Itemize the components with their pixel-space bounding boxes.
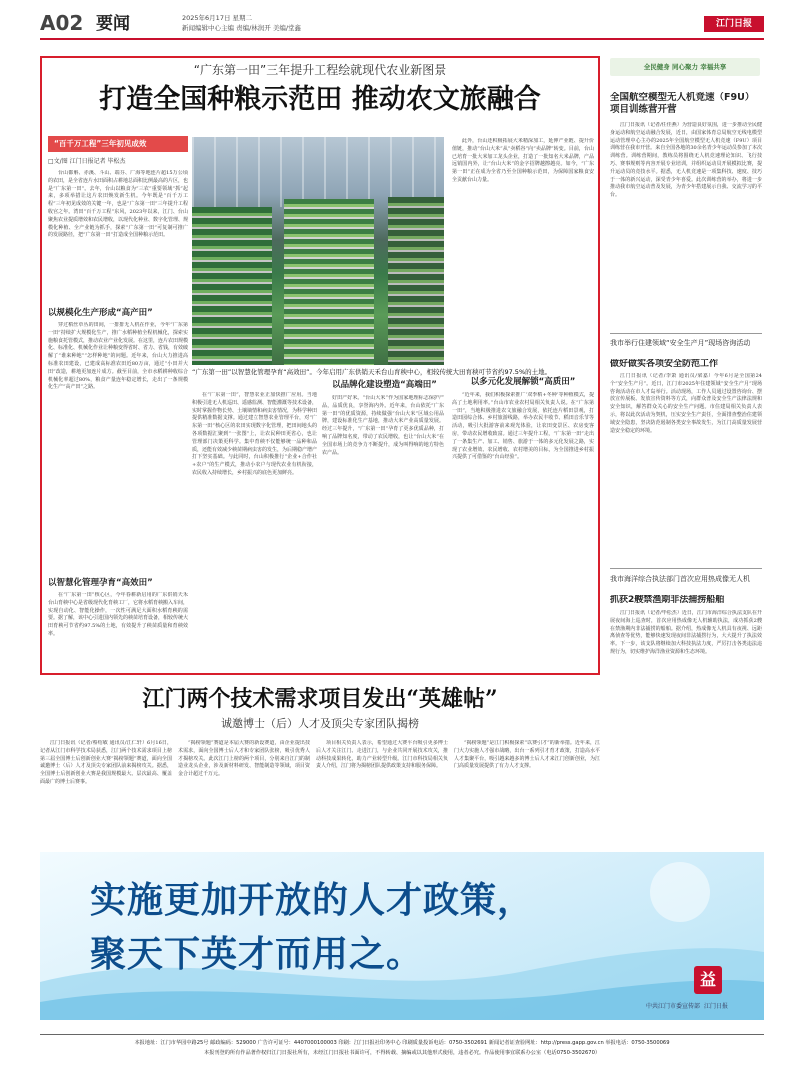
banner-seal: 益 bbox=[694, 966, 722, 994]
fitness-tag: 全民健身 同心聚力 幸福共享 bbox=[610, 58, 760, 76]
story2-col2: “揭榜领题”赛道是本届大赛的新设赛道，由企业提出技术需求，面向全国博士后人才和专家团队张榜，吸引优秀人才揭榜攻关。此次江门上榜的两个项目，分别来自江门的制造业龙头企业，涉及新材料研发、智能制造等领域，项目资金合计超过千万元。 bbox=[178, 740, 310, 778]
photo-caption: “广东第一田”以智慧化管理孕育“高效田”。今年启用广东供销天禾台山育秧中心，相较传统大田育秧可节省约97.5%的土地。 bbox=[192, 368, 552, 376]
section-name: 要闻 bbox=[96, 14, 130, 34]
footer-copyright: 本报刊登的所有作品著作权归江门日报社所有，未经江门日报社书面许可，不得转载、摘编或以其他形式使用，违者必究。作品使用事宜联系办公室（电话0750-3502670） bbox=[203, 1050, 601, 1056]
feature-col1-c: 在“广东第一田”核心区，今年春耕新启用的广东供销天禾台山育秧中心是省级现代化育秧工厂，它将水稻育秧搬入车间，实现自动化、智能化操作，一次性可满足大面积水稻育秧的需要。据了解，该中心引进国内领先的秧苗培育设备，相较传统大田育秧可节省约97.5%的土地，有效提升了秧苗质量和育秧效率。 bbox=[48, 592, 188, 637]
photo-rack-right bbox=[388, 197, 444, 365]
feature-col4-b: “近年来，我们积极探索推广‘双季稻+冬种’等种植模式，提高了土地利用率。”台山市农业农村局相关负责人说。在“广东第一田”，当地积极推进农文旅融合发展，依托连片稻田景观，打造田园综合体、乡村旅游线路，举办农民丰收节、稻田音乐节等活动，吸引大批游客前来观光体验，让农田变景区、农房变客房，带动农民增收致富。通过三年提升工程，“广东第一田”走出了一条集生产、加工、销售、旅游于一体的多元化发展之路，实现了农业增效、农民增收、农村增美的目标，为全国推进乡村振兴提供了可借鉴的“台山经验”。 bbox=[452, 392, 594, 461]
right-headline-3: 抓获2艘禁渔期非法捕捞船舶 bbox=[610, 595, 725, 605]
feature-byline: □文/图 江门日报记者 毕松杰 bbox=[48, 158, 126, 165]
feature-subhead-3: 以品牌化建设塑造“高端田” bbox=[332, 380, 437, 390]
right-kicker-3: 我市海洋综合执法部门首次应用热成像无人机 bbox=[610, 575, 750, 583]
feature-headline: 打造全国种粮示范田 推动农文旅融合 bbox=[99, 84, 541, 115]
story2-subhead: 诚邀博士（后）人才及顶尖专家团队揭榜 bbox=[221, 717, 419, 730]
right-headline-1: 全国航空模型无人机竞速（F9U）项目训练营开营 bbox=[610, 92, 755, 115]
feature-col1-b: 穿过稻丝草丛的田间，一排排无人机在作业，今年“广东第一田”持续扩大规模化生产，推广水稻种植全程机械化，探索实施粮食托管模式，推动农业产业化发展。在这里，连片农田规模化、标准化、机械化作业让种粮变得省时、省力、省钱，有效破解了“谁来种地”“怎样种地”的问题。近年来，台山大力推进高标准农田建设，已建成高标准农田近80万亩，通过“小田并大田”改造，耕地更加连片成方。截至目前，全市水稻耕种收综合机械化率超过80%，粮食产量连年稳定增长，走出了一条规模化生产“高产田”之路。 bbox=[48, 322, 188, 391]
banner-logo: 江门日报 bbox=[704, 1003, 729, 1010]
photo-rack-left bbox=[192, 207, 272, 365]
talent-policy-banner bbox=[40, 852, 764, 1020]
right-article-3: 江门日报讯（记者/毕松杰）近日，江门市海洋综合执法支队在开展夜间海上巡查时，首次应用热成像无人机辅助执法，成功抓获2艘在禁渔期内非法捕捞的船舶。据介绍，热成像无人机具有夜视、远距离侦查等优势，能够快速发现夜间非法捕捞行为，大大提升了执法效率。下一步，该支队将继续加大科技执法力度，严厉打击各类违法违规行为，切实维护海洋渔业资源和生态环境。 bbox=[610, 610, 762, 655]
feature-kicker: “广东第一田”三年提升工程绘就现代农业新图景 bbox=[193, 63, 447, 77]
feature-subhead-4: 以多元化发展解锁“高质田” bbox=[470, 377, 576, 387]
story2-col1: 江门日报讯（记者/蔡绍敏 通讯员/江仁轩）6月16日，记者从江门市科学技术局获悉，江门两个技术需求项目上榜第三届全国博士后创新创业大赛“揭榜领题”赛道，面向全国诚邀博士（后）人才及顶尖专家团队前来揭榜攻关。据悉，全国博士后创新创业大赛是我国规模最大、层次最高、覆盖面最广的博士后赛事。 bbox=[40, 740, 172, 785]
story2-col4: “揭榜领题”是江门积极探索“以赛引才”的新举措。近年来，江门大力实施人才强市战略，出台一系列引才育才政策，打造高水平人才集聚平台，吸引越来越多的博士后人才来江门创新创业，为江门高质量发展提供了有力人才支撑。 bbox=[454, 740, 600, 770]
feature-story bbox=[40, 56, 600, 675]
photo-rack-center bbox=[284, 199, 374, 365]
right-article-1: 江门日报讯（记者/任佳燕）为营造良好氛围，进一步推动全民健身运动和航空运动融合发展，近日，由国家体育总局航空无线电模型运动管理中心主办的2025年全国航空模型无人机竞速（F9U）项目训练营在我市开营。来自全国各地的30余名青少年运动员参加了本次训练营。训练营期间，教练员将围绕无人机竞速理论知识、飞行技巧、赛事规则等内容开展专业培训，并组织运动员开展模拟比赛，提升运动员的竞技水平。据悉，无人机竞速是一项集科技、速度、技巧于一体的新兴运动，深受青少年喜爱。此次训练营的举办，将进一步推动我市航空运动普及发展，为青少年搭建展示自我、交流学习的平台。 bbox=[610, 122, 762, 199]
right-headline-2: 做好做实各项安全防范工作 bbox=[610, 359, 719, 369]
banner-slogan-1: 实施更加开放的人才政策， bbox=[90, 880, 535, 921]
banner-sponsor: 中共江门市委宣传部 bbox=[645, 1003, 700, 1010]
greenhouse-photo bbox=[192, 137, 444, 365]
right-article-2: 江门日报讯（记者/李萧 通讯员/梁嘉）今年6月是全国第24个“安全生产月”。近日，江门市2025年住建领域“安全生产月”现场咨询活动在市人才岛举行。活动现场，工作人员通过设置咨询台、摆放宣传展板、发放宣传资料等方式，向群众普及安全生产法律法规和安全知识，解答群众关心的安全生产问题。市住建局相关负责人表示，将以此次活动为契机，压实安全生产责任，全面排查整治住建领域安全隐患，坚决防范遏制各类安全事故发生，为江门高质量发展营造安全稳定的环境。 bbox=[610, 373, 762, 434]
page-header bbox=[40, 8, 764, 40]
feature-col2-a: 在“广东第一田”，智慧农业正加快推广应用。当地积极引进无人机巡田、遥感监测、智能灌溉等技术设备，实时掌握作物长势、土壤墒情和病虫害情况，为科学种田提供精准数据支撑。通过建立智慧农业管理平台，对“广东第一田”核心区的农田实现数字化管理，把田间地头的各项数据汇聚到“一张图”上，让农民种田更省心，也让管理部门决策更科学。集中育秧不仅能够统一品种和品质，还能有效减少秧苗期病虫害的发生，为后期稳产增产打下坚实基础。与此同时，台山积极推行“企业+合作社+农户”的生产模式，推动小农户与现代农业有机衔接，农民收入持续增长，乡村振兴的底色更加鲜亮。 bbox=[192, 392, 317, 476]
footer-info: 本报地址：江门市华园中路25号 邮政编码：529000 广告许可证号：4407000100003 印刷：江门日报社印务中心 印刷质量投诉电话：0750-3502691 新闻记者证查验网址：http://press.gapp.gov.cn 举报电话：0750-3500069 bbox=[134, 1040, 670, 1046]
footer bbox=[40, 1034, 764, 1068]
page-number: A02 bbox=[40, 11, 84, 35]
feature-col4-a: 此外，台山还积极拓展大米精深加工，延伸产业链、提升价值链，推动“台山大米”从“卖稻谷”向“卖品牌”转变。目前，台山已培育一批大米加工龙头企业，打造了一批知名大米品牌，产品远销国内外，让“台山大米”的金字招牌越擦越亮。如今，“广东第一田”正在成为全省乃至全国种粮示范田，为保障国家粮食安全贡献台山力量。 bbox=[452, 138, 594, 183]
header-editors: 新闻编辑中心主编 责编/林润开 美编/堂鑫 bbox=[182, 24, 302, 32]
feature-badge: “百千万工程”三年初见成效 bbox=[48, 136, 188, 152]
header-date: 2025年6月17日 星期二 bbox=[182, 14, 253, 22]
feature-col1-a: 台山都斛、赤溪、斗山、端芬、广海等地连片超15万公顷的农田，是全省连片水田面积占耕地总面积比例最高的片区，也是“广东第一田”。去年，台山以粮食为“三农”重要领域“抓”起来，多项举措让这片农田焕发新生机。今年既是“百千万工程”三年初见成效的关键一年，也是“广东第一田”三年提升工程收官之年。湾田“百千万工程”东风，2023年以来，江门、台山聚焦农业提质增效和农民增收，以现代化种业、数字化管理、规模化种植、全产业链为抓手，探索“广东第一田”可复制可推广的发展路径，把“广东第一田”打造成全国种粮示范田。 bbox=[48, 170, 188, 239]
right-divider-1 bbox=[610, 333, 762, 334]
feature-subhead-2: 以智慧化管理孕育“高效田” bbox=[48, 578, 153, 588]
banner-slogan-2: 聚天下英才而用之。 bbox=[90, 934, 424, 975]
feature-subhead-1: 以规模化生产形成“高产田” bbox=[48, 308, 153, 318]
story2-headline: 江门两个技术需求项目发出“英雄帖” bbox=[142, 686, 498, 712]
feature-col3-a: 好田产好米。“台山大米”作为国家地理标志保护产品，品质优良，享誉海内外。近年来，台山依托“广东第一田”的优质资源，持续做强“台山大米”区域公用品牌，建设标准化生产基地，推动大米产业高质量发展。经过三年提升，“广东第一田”孕育了更多优质品种，打响了品牌知名度，带动了农民增收，也让“台山大米”在全国市场上的竞争力不断提升，成为叫得响的地方特色农产品。 bbox=[322, 395, 444, 456]
newspaper-logo: 江门日报 bbox=[704, 16, 764, 32]
right-kicker-2: 我市举行住建领域“安全生产月”现场咨询活动 bbox=[610, 339, 751, 347]
story2-col3: 项目相关负责人表示，希望通过大赛平台吸引更多博士后人才关注江门、走进江门，与企业共同开展技术攻关，推动科技成果转化，助力产业转型升级。江门市科技局相关负责人介绍，江门将为揭榜团队提供政策支持和服务保障。 bbox=[316, 740, 448, 770]
right-divider-2 bbox=[610, 568, 762, 569]
